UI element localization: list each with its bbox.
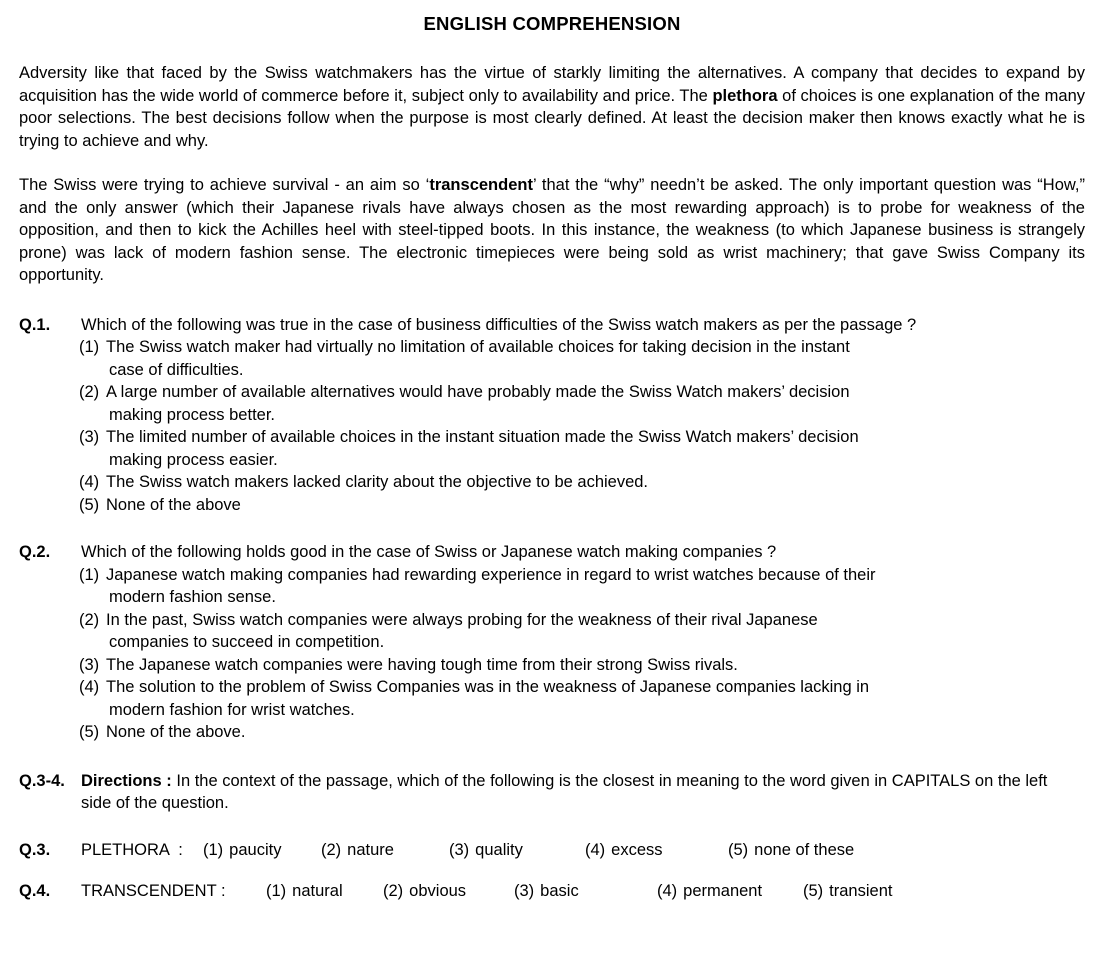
choice-number: (3) — [514, 882, 535, 900]
vocab-choice[interactable] — [657, 880, 803, 903]
vocab-choice[interactable] — [728, 839, 854, 862]
choice-number: (1) — [266, 882, 287, 900]
option-line-1: The Swiss watch makers lacked clarity about the objective to be achieved. — [106, 473, 649, 491]
option-text — [106, 471, 1085, 494]
option-line-1: The Japanese watch companies were having tough time from their strong Swiss rivals. — [106, 655, 738, 674]
question-heading — [19, 314, 1085, 337]
question-text: Which of the following was true in the case of business difficulties of the Swiss watch makers as per the passage ? — [81, 315, 917, 334]
option-line-1: None of the above. — [106, 723, 246, 741]
document-page — [0, 13, 1104, 967]
option-list-q1 — [19, 336, 1085, 516]
option-text — [106, 494, 1085, 517]
option-item[interactable] — [19, 721, 1085, 744]
question-text: Which of the following holds good in the case of Swiss or Japanese watch making companies ? — [81, 543, 777, 561]
vocab-question-4 — [0, 880, 1104, 903]
choice-text: basic — [540, 882, 579, 900]
option-line-1: The Swiss watch maker had virtually no limitation of available choices for taking decision in the instant — [106, 338, 850, 356]
option-number: (1) — [79, 565, 100, 584]
option-text — [106, 336, 1085, 381]
passage-paragraph-1 — [0, 62, 1104, 152]
choice-number: (1) — [203, 840, 224, 859]
vocab-choice[interactable] — [514, 880, 657, 903]
vocab-choice[interactable] — [203, 839, 321, 862]
choice-text: none of these — [754, 840, 855, 859]
option-text — [106, 564, 1085, 609]
passage-run: Adversity like that faced by the Swiss watchmakers has the virtue of starkly limiting the alternatives. A company that decides to expand by acquisition has the wide world of commerce before it, subject only to availability and price. The — [19, 64, 1085, 105]
choice-number: (2) — [321, 840, 342, 859]
vocab-choices — [203, 839, 1085, 862]
choice-number: (3) — [449, 840, 470, 859]
vocab-question-3 — [0, 839, 1104, 862]
choice-text: obvious — [409, 882, 467, 900]
choice-text: excess — [611, 840, 663, 859]
option-number: (4) — [79, 473, 100, 491]
option-line-2: modern fashion for wrist watches. — [109, 700, 355, 719]
option-line-1: The solution to the problem of Swiss Companies was in the weakness of Japanese companies lacking in — [106, 678, 870, 696]
choice-number: (5) — [803, 882, 824, 900]
question-label: Q.3. — [19, 840, 51, 859]
option-line-1: A large number of available alternatives would have probably made the Swiss Watch makers’ decision — [106, 383, 850, 401]
option-line-2: case of difficulties. — [109, 360, 244, 379]
passage-run: The Swiss were trying to achieve survival - an aim so ‘ — [19, 176, 430, 194]
option-item[interactable] — [19, 494, 1085, 517]
vocab-choice[interactable] — [383, 880, 514, 903]
page-title: ENGLISH COMPREHENSION — [423, 13, 681, 34]
vocab-choice[interactable] — [585, 839, 728, 862]
question-block-2 — [0, 541, 1104, 744]
vocab-choice[interactable] — [266, 880, 383, 903]
choice-number: (5) — [728, 840, 749, 859]
directions-label: Q.3-4. — [19, 771, 65, 790]
choice-text: natural — [292, 882, 343, 900]
option-list-q2 — [19, 564, 1085, 744]
option-text — [106, 426, 1085, 471]
choice-text: paucity — [229, 840, 282, 859]
passage-paragraph-2 — [0, 174, 1104, 287]
choice-number: (4) — [585, 840, 606, 859]
vocab-choice[interactable] — [803, 880, 892, 903]
option-item[interactable] — [19, 609, 1085, 654]
option-line-1: Japanese watch making companies had rewarding experience in regard to wrist watches because of their — [106, 565, 876, 584]
choice-text: transient — [829, 882, 893, 900]
vocab-choices — [266, 880, 1085, 903]
option-item[interactable] — [19, 654, 1085, 677]
option-item[interactable] — [19, 426, 1085, 471]
choice-text: quality — [475, 840, 523, 859]
choice-number: (2) — [383, 882, 404, 900]
option-text — [106, 676, 1085, 721]
passage-emphasis: plethora — [712, 86, 778, 105]
option-number: (3) — [79, 428, 100, 446]
option-text — [106, 609, 1085, 654]
vocab-word: PLETHORA : — [81, 840, 183, 859]
question-label: Q.4. — [19, 882, 51, 900]
option-number: (5) — [79, 495, 100, 514]
option-item[interactable] — [19, 336, 1085, 381]
passage-run: of choices is one explanation of the many poor selections. The best decisions follow when the purpose is most clearly defined. At least the decision maker then knows exactly what he is trying to achieve and why. — [19, 86, 1085, 150]
option-line-1: The limited number of available choices in the instant situation made the Swiss Watch makers’ decision — [106, 428, 859, 446]
option-number: (3) — [79, 655, 100, 674]
question-block-1 — [0, 314, 1104, 517]
option-text — [106, 721, 1085, 744]
option-number: (5) — [79, 723, 100, 741]
option-line-1: In the past, Swiss watch companies were always probing for the weakness of their rival Japanese — [106, 610, 818, 629]
choice-text: nature — [347, 840, 394, 859]
question-label: Q.1. — [19, 315, 51, 334]
option-item[interactable] — [19, 381, 1085, 426]
choice-number: (4) — [657, 882, 678, 900]
option-number: (4) — [79, 678, 100, 696]
option-item[interactable] — [19, 564, 1085, 609]
vocab-word: TRANSCENDENT : — [81, 882, 226, 900]
option-text — [106, 654, 1085, 677]
question-heading — [19, 541, 1085, 564]
option-number: (2) — [79, 610, 100, 629]
directions-block — [0, 770, 1104, 815]
directions-heading: Directions : — [81, 771, 172, 790]
option-text — [106, 381, 1085, 426]
option-item[interactable] — [19, 676, 1085, 721]
option-line-2: making process easier. — [109, 450, 278, 469]
option-line-2: companies to succeed in competition. — [109, 633, 385, 651]
option-number: (1) — [79, 338, 100, 356]
directions-text — [81, 770, 1085, 815]
question-label: Q.2. — [19, 543, 51, 561]
vocab-choice[interactable] — [321, 839, 449, 862]
vocab-choice[interactable] — [449, 839, 585, 862]
option-line-2: modern fashion sense. — [109, 588, 276, 606]
choice-text: permanent — [683, 882, 763, 900]
option-number: (2) — [79, 383, 100, 401]
passage-emphasis: transcendent — [429, 176, 533, 194]
option-item[interactable] — [19, 471, 1085, 494]
passage-run: ’ that the “why” needn’t be asked. The only important question was “How,” and the only answer (which their Japanese rivals have always chosen as the most rewarding approach) is to probe for weakness of the opposition, and then to kick the Achilles heel with steel-tipped boots. In this instance, the weakness (to which Japanese business is strangely prone) was lack of modern fashion sense. The electronic timepieces were being sold as wrist machinery; that gave Swiss Company its opportunity. — [19, 176, 1085, 284]
directions-body: In the context of the passage, which of the following is the closest in meaning to the word given in CAPITALS on the left side of the question. — [81, 771, 1048, 812]
option-line-2: making process better. — [109, 405, 275, 424]
option-line-1: None of the above — [106, 495, 241, 514]
